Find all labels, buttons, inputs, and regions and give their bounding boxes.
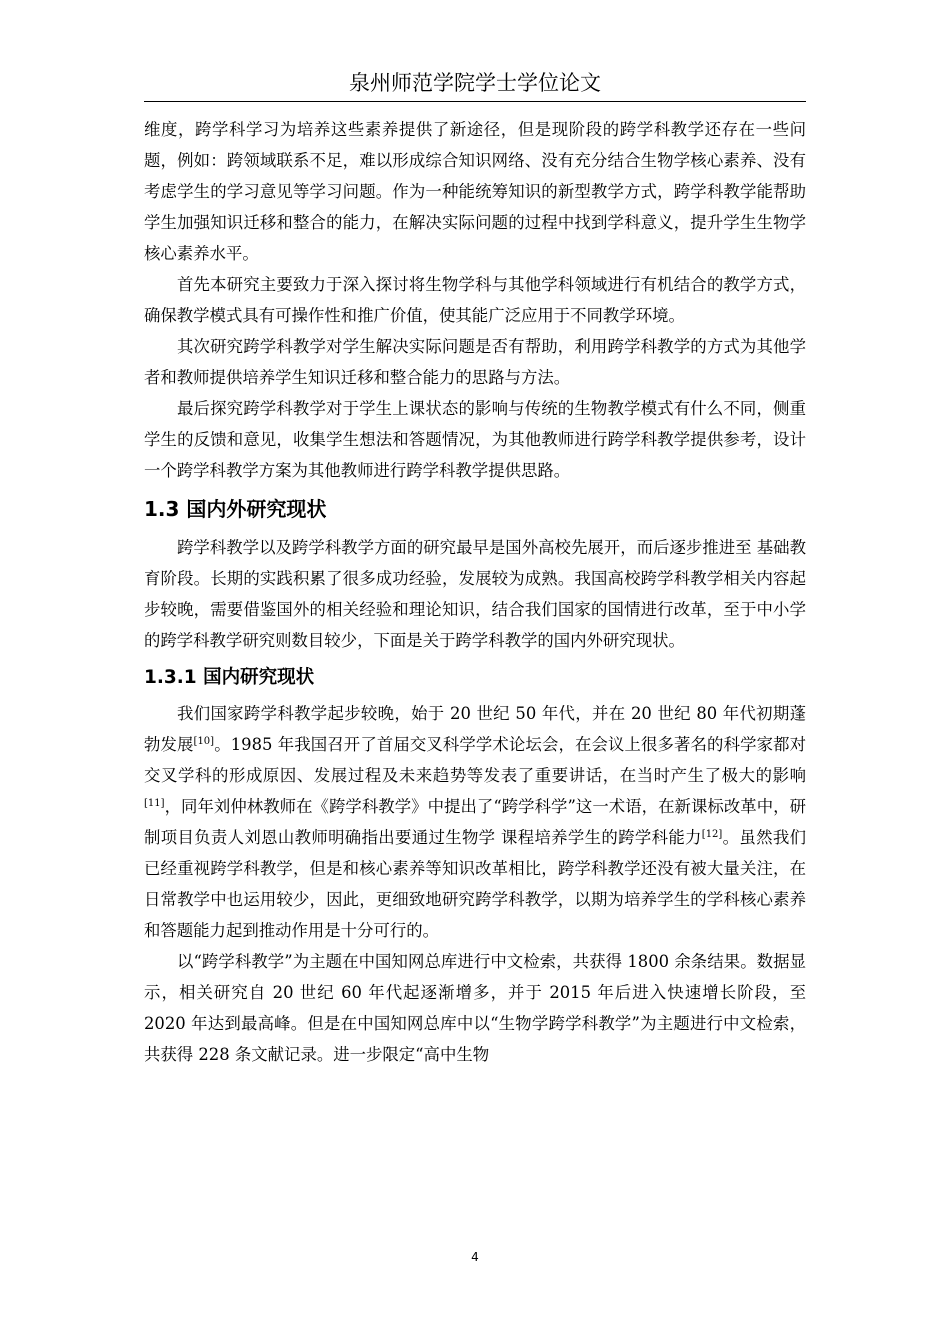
citation-ref: [11]	[144, 798, 165, 809]
paragraph-third-aim: 最后探究跨学科教学对于学生上课状态的影响与传统的生物教学模式有什么不同，侧重学生的反馈和意见，收集学生想法和答题情况，为其他教师进行跨学科教学提供参考，设计一个跨学科教学方案为其他教师进行跨学科教学提供思路。	[144, 399, 806, 480]
body-text	[144, 114, 806, 1070]
text-segment: 。1985 年我国召开了首届交叉科学学术论坛会，在会议上很多著名的科学家都对交叉学科的形成原因、发展过程及未来趋势等发表了重要讲话，在当时产生了极大的影响	[144, 735, 807, 785]
header-rule	[144, 101, 806, 102]
section-heading-1-3-1: 1.3.1 国内研究现状	[144, 667, 315, 688]
paragraph-continuation: 维度，跨学科学习为培养这些素养提供了新途径，但是现阶段的跨学科教学还存在一些问题，例如：跨领域联系不足，难以形成综合知识网络、没有充分结合生物学核心素养、没有考虑学生的学习意见等学习问题。作为一种能统筹知识的新型教学方式，跨学科教学能帮助学生加强知识迁移和整合的能力，在解决实际问题的过程中找到学科意义，提升学生生物学核心素养水平。	[144, 120, 806, 263]
section-heading-1-3: 1.3 国内外研究现状	[144, 497, 327, 521]
paragraph-second-aim: 其次研究跨学科教学对学生解决实际问题是否有帮助，利用跨学科教学的方式为其他学者和教师提供培养学生知识迁移和整合能力的思路与方法。	[144, 337, 806, 387]
text-segment: 。虽然我们已经重视跨学科教学，但是和核心素养等知识改革相比，跨学科教学还没有被大量关注，在日常教学中也运用较少，因此，更细致地研究跨学科教学，以期为培养学生的学科核心素养和答题能力起到推动作用是十分可行的。	[144, 828, 806, 940]
paragraph-research-overview: 跨学科教学以及跨学科教学方面的研究最早是国外高校先展开，而后逐步推进至 基础教育阶段。长期的实践积累了很多成功经验，发展较为成熟。我国高校跨学科教学相关内容起步较晚，需要借鉴国外的相关经验和理论知识，结合我们国家的国情进行改革，至于中小学的跨学科教学研究则数目较少，下面是关于跨学科教学的国内外研究现状。	[144, 538, 806, 650]
page-number: 4	[471, 1250, 479, 1264]
paragraph-first-aim: 首先本研究主要致力于深入探讨将生物学科与其他学科领域进行有机结合的教学方式，确保教学模式具有可操作性和推广价值，使其能广泛应用于不同教学环境。	[144, 275, 806, 325]
text-segment: 我们国家跨学科教学起步较晚，始于 20 世纪 50 年代，并在 20 世纪 80 年代初期蓬勃发展	[144, 704, 806, 754]
text-segment: ，同年刘仲林教师在《跨学科教学》中提出了“跨学科学”这一术语，在新课标改革中，研制项目负责人刘恩山教师明确指出要通过生物学 课程培养学生的跨学科能力	[144, 797, 806, 847]
citation-ref: [12]	[701, 829, 723, 840]
running-header: 泉州师范学院学士学位论文	[349, 71, 601, 95]
citation-ref: [10]	[193, 736, 215, 747]
paragraph-cnki-search: 以“跨学科教学”为主题在中国知网总库进行中文检索，共获得 1800 余条结果。数据显示，相关研究自 20 世纪 60 年代起逐渐增多，并于 2015 年后进入快速增长阶段，至 2020 年达到最高峰。但是在中国知网总库中以“生物学跨学科教学”为主题进行中文检索，共获得 228 条文献记录。进一步限定“高中生物	[144, 952, 806, 1064]
paragraph-domestic-research	[144, 698, 806, 946]
